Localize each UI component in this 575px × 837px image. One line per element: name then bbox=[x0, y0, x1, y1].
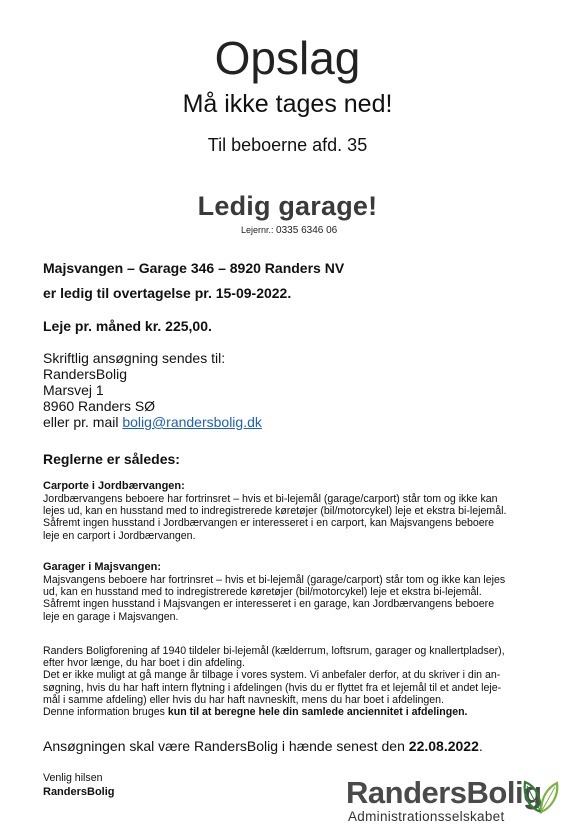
seniority-line: mål i samme afdeling) eller hvis du har haft navneskift, mens du har boet i afdelingen. bbox=[43, 693, 445, 706]
mail-link[interactable]: bolig@randersbolig.dk bbox=[122, 414, 262, 430]
intro-line-1: Majsvangen – Garage 346 – 8920 Randers NV bbox=[43, 260, 345, 276]
deadline-prefix: Ansøgningen skal være RandersBolig i hænde senest den bbox=[43, 738, 409, 754]
application-city: 8960 Randers SØ bbox=[43, 398, 156, 414]
leaf-logo-icon bbox=[521, 778, 561, 814]
seniority-text bbox=[43, 645, 545, 718]
notice-title: Opslag bbox=[214, 32, 361, 84]
jordbaervangen-line: lejes ud, kan en husstand med to indregistrerede køretøjer (bil/motorcykel) leje et ekstra bi-lejemål. bbox=[43, 505, 507, 518]
signoff-name: RandersBolig bbox=[43, 786, 115, 798]
application-intro: Skriftlig ansøgning sendes til: bbox=[43, 350, 226, 366]
deadline-date: 22.08.2022 bbox=[408, 738, 479, 754]
majsvangen-text bbox=[43, 574, 545, 623]
headline: Ledig garage! bbox=[197, 191, 378, 221]
majsvangen-line: Majsvangens beboere har fortrinsret – hvis et bi-lejemål (garage/carport) står tom og ikke kan lejes bbox=[43, 574, 506, 586]
lejernr-value: 0335 6346 06 bbox=[276, 225, 338, 236]
application-street: Marsvej 1 bbox=[43, 382, 104, 398]
lejernr bbox=[241, 225, 337, 236]
jordbaervangen-text bbox=[43, 493, 545, 542]
intro-availability bbox=[43, 284, 545, 302]
intro-address bbox=[43, 259, 545, 277]
intro-line-2: er ledig til overtagelse pr. 15-09-2022. bbox=[43, 285, 292, 301]
majsvangen-line: leje en garage i Majsvangen. bbox=[43, 610, 179, 623]
seniority-line: Det er ikke muligt at gå mange år tilbage i vores system. Vi anbefaler derfor, at du skriver i din an- bbox=[43, 669, 501, 682]
rules-heading: Reglerne er således: bbox=[43, 451, 180, 467]
seniority-line: efter hvor længe, du har boet i din afdeling. bbox=[43, 657, 246, 670]
jordbaervangen-line: leje en carport i Jordbærvangen. bbox=[43, 529, 196, 542]
jordbaervangen-line: Jordbærvangens beboere har fortrinsret – hvis et bi-lejemål (garage/carport) står tom og ikke kan bbox=[43, 493, 498, 505]
logo-wordmark: RandersBolig bbox=[346, 775, 542, 810]
application-address bbox=[43, 350, 545, 430]
seniority-last-prefix: Denne information bruges bbox=[43, 706, 168, 719]
randersbolig-logo bbox=[346, 776, 561, 826]
jordbaervangen-line: Såfremt ingen husstand i Jordbærvangen er interesseret i en carport, kan Majsvangens beboere bbox=[43, 517, 495, 530]
deadline-line bbox=[43, 738, 545, 754]
jordbaervangen-heading: Carporte i Jordbærvangen: bbox=[43, 480, 185, 492]
rules-majsvangen bbox=[43, 560, 545, 623]
seniority-line: søgning, hvis du har haft intern flytning i afdelingen (hvis du er flyttet fra et lejemål til et andet leje- bbox=[43, 681, 502, 694]
seniority-last-line bbox=[43, 706, 545, 718]
application-mail-line bbox=[43, 414, 545, 430]
signoff-greeting: Venlig hilsen bbox=[43, 772, 103, 784]
seniority-line: Randers Boligforening af 1940 tildeler bi-lejemål (kælderrum, loftsrum, garager og knallertpladser), bbox=[43, 645, 505, 657]
lejernr-label: Lejernr.: bbox=[241, 225, 274, 235]
recipients-line: Til beboerne afd. 35 bbox=[207, 135, 368, 155]
majsvangen-heading: Garager i Majsvangen: bbox=[43, 561, 161, 573]
rent-line: Leje pr. måned kr. 225,00. bbox=[43, 318, 212, 334]
notice-subtitle: Må ikke tages ned! bbox=[182, 90, 393, 118]
logo-tagline: Administrationsselskabet bbox=[348, 809, 505, 824]
rules-jordbaervangen bbox=[43, 479, 545, 542]
majsvangen-line: ud, kan en husstand med to indregistrerede køretøjer (bil/motorcykel) leje et ekstra bi-lejemål. bbox=[43, 586, 482, 599]
mail-prefix: eller pr. mail bbox=[43, 414, 123, 430]
deadline-suffix: . bbox=[478, 738, 483, 754]
application-name: RandersBolig bbox=[43, 366, 128, 382]
majsvangen-line: Såfremt ingen husstand i Majsvangen er interesseret i en garage, kan Jordbærvangens beboere bbox=[43, 598, 495, 611]
seniority-last-bold: kun til at beregne hele din samlede anciennitet i afdelingen. bbox=[167, 706, 468, 719]
